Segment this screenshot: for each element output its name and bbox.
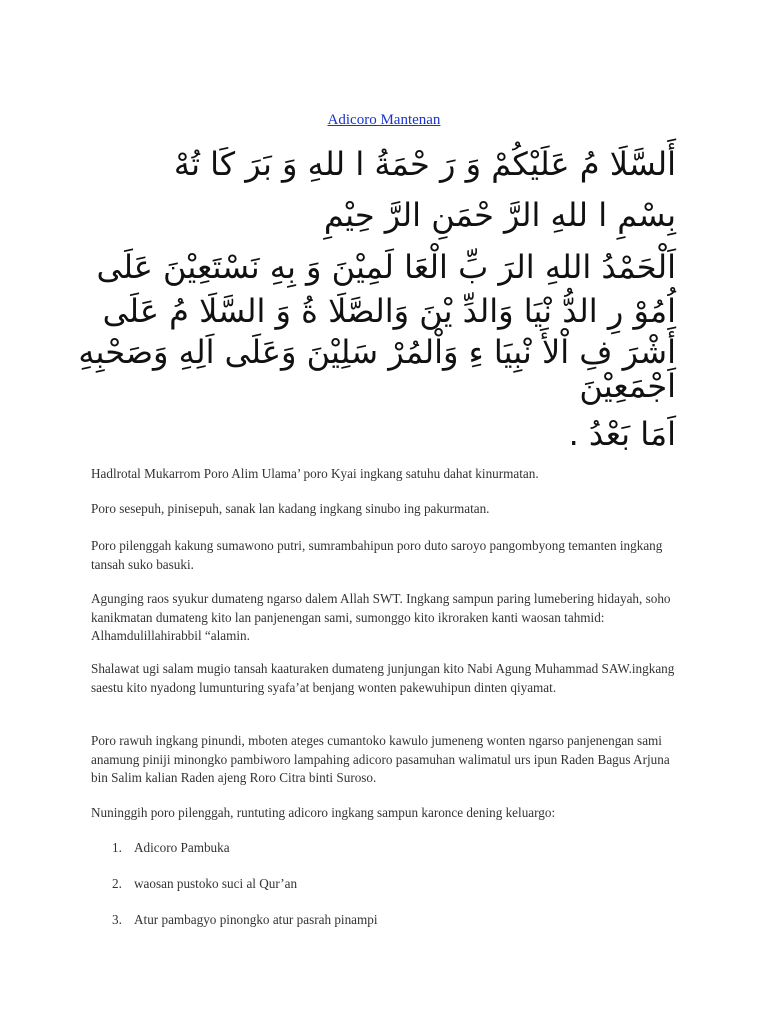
list-item-number: 1.: [112, 840, 122, 855]
paragraph-greeting-ulama: Hadlrotal Mukarrom Poro Alim Ulama’ poro Kyai ingkang satuhu dahat kinurmatan.: [91, 466, 539, 481]
paragraph-introduction: Poro rawuh ingkang pinundi, mboten ateges cumantoko kawulo jumeneng wonten ngarso panjenengan sami anamung piniji minongko pambiworo lampahing adicoro pasamuhan walimatul urs ipun Raden Bagus Arjuna bin Salim kalian Raden ajeng Roro Citra binti Suroso.: [91, 733, 670, 785]
list-item-number: 3.: [112, 912, 122, 927]
paragraph-greeting-elders: Poro sesepuh, pinisepuh, sanak lan kadang ingkang sinubo ing pakurmatan.: [91, 501, 490, 516]
arabic-hamdalah-line-4: اَجْمَعِيْنَ: [579, 367, 676, 405]
list-item-number: 2.: [112, 876, 122, 891]
paragraph-agenda-intro: Nuninggih poro pilenggah, runtuting adicoro ingkang sampun karonce dening keluargo:: [91, 805, 556, 820]
list-item-text: Adicoro Pambuka: [134, 840, 230, 855]
arabic-amma-badu-line: اَمَا بَعْدُ .: [568, 415, 676, 453]
document-title-link[interactable]: Adicoro Mantenan: [327, 112, 441, 128]
paragraph-gratitude: Agunging raos syukur dumateng ngarso dalem Allah SWT. Ingkang sampun paring lumebering hidayah, soho kanikmatan dumateng kito lan panjenengan sami, sumonggo kito ikroraken kanti waosan tahmid: Alhamdulillahirabbil “alamin.: [91, 591, 671, 643]
list-item: [112, 840, 672, 856]
list-item-text: waosan pustoko suci al Qur’an: [134, 876, 298, 891]
list-item: [112, 876, 672, 892]
arabic-basmala-line: بِسْمِ ا للهِ الرَّ حْمَنِ الرَّ حِيْمِ: [323, 196, 676, 234]
arabic-greeting-line: أَلسَّلَا مُ عَلَيْكُمْ وَ رَ حْمَةُ ا للهِ وَ بَرَ كَا تُهْ: [173, 145, 676, 183]
arabic-hamdalah-line-3: أَشْرَ فِ اْلأَ نْبِيَا ءِ وَاْلمُرْ سَلِيْنَ وَعَلَى اَلِهِ وَصَحْبِهِ: [78, 333, 676, 371]
paragraph-shalawat: Shalawat ugi salam mugio tansah kaaturaken dumateng junjungan kito Nabi Agung Muhammad SAW.ingkang saestu kito nyadong lumunturing syafa’at benjang wonten pakewuhipun dinten qiyamat.: [91, 661, 675, 695]
list-item-text: Atur pambagyo pinongko atur pasrah pinampi: [134, 912, 378, 927]
arabic-hamdalah-line-1: اَلْحَمْدُ اللهِ الرَ بِّ الْعَا لَمِيْنَ وَ بِهِ نَسْتَعِيْنَ عَلَى: [96, 248, 676, 286]
arabic-hamdalah-line-2: اُمُوْ رِ الدُّ نْيَا وَالدِّ يْنَ وَالصَّلَا ةُ وَ السَّلَا مُ عَلَى: [102, 292, 676, 330]
list-item: [112, 912, 672, 928]
paragraph-greeting-guests: Poro pilenggah kakung sumawono putri, sumrambahipun poro duto saroyo pangombyong temanten ingkang tansah suko basuki.: [91, 538, 663, 572]
